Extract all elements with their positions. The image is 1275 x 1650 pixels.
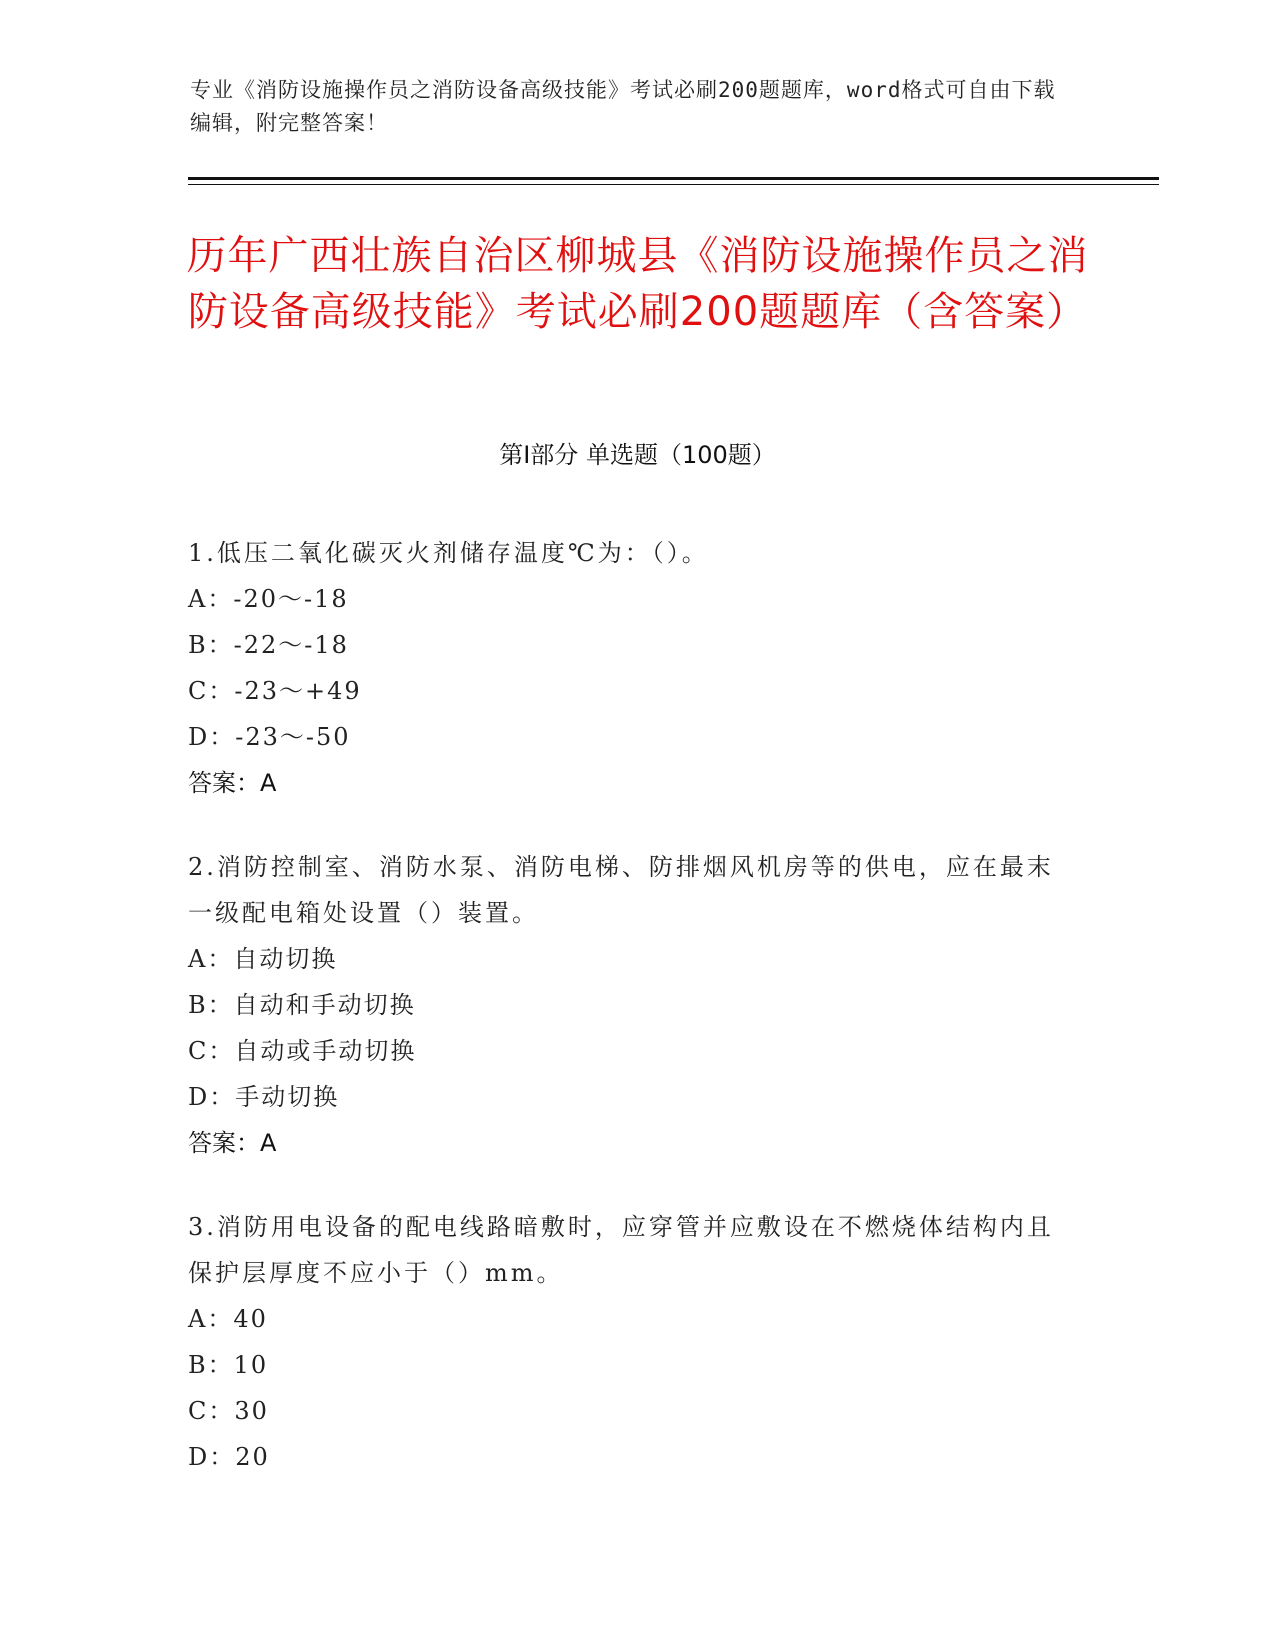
option-c: C：-23～+49 [188,677,362,705]
option-c: C：30 [188,1397,269,1425]
answer-line: 答案：A [188,769,277,797]
question-stem: 2.消防控制室、消防水泵、消防电梯、防排烟风机房等的供电，应在最末一级配电箱处设置（）装置。 [188,853,1054,927]
header-divider-thick [188,177,1159,180]
question-list [188,530,1068,1518]
question-3 [188,1204,1068,1480]
option-d: D：手动切换 [188,1083,340,1111]
question-stem: 3.消防用电设备的配电线路暗敷时，应穿管并应敷设在不燃烧体结构内且保护层厚度不应小于（）mm。 [188,1213,1054,1287]
option-c: C：自动或手动切换 [188,1037,417,1065]
option-a: A：自动切换 [188,945,338,973]
option-d: D：-23～-50 [188,723,351,751]
header-divider-thin [188,184,1159,185]
answer-line: 答案：A [188,1129,277,1157]
option-a: A：40 [188,1305,268,1333]
intro-text: 专业《消防设施操作员之消防设备高级技能》考试必刷200题题库，word格式可自由下载编辑，附完整答案！ [190,78,1056,135]
section-heading: 第Ⅰ部分 单选题（100题） [499,441,776,469]
question-stem: 1.低压二氧化碳灭火剂储存温度℃为：（）。 [188,539,709,567]
question-2 [188,844,1068,1166]
option-a: A：-20～-18 [188,585,349,613]
option-d: D：20 [188,1443,270,1471]
option-b: B：自动和手动切换 [188,991,416,1019]
option-b: B：10 [188,1351,269,1379]
question-1 [188,530,1068,806]
option-b: B：-22～-18 [188,631,349,659]
document-title: 历年广西壮族自治区柳城县《消防设施操作员之消防设备高级技能》考试必刷200题题库（含答案） [186,233,1089,335]
